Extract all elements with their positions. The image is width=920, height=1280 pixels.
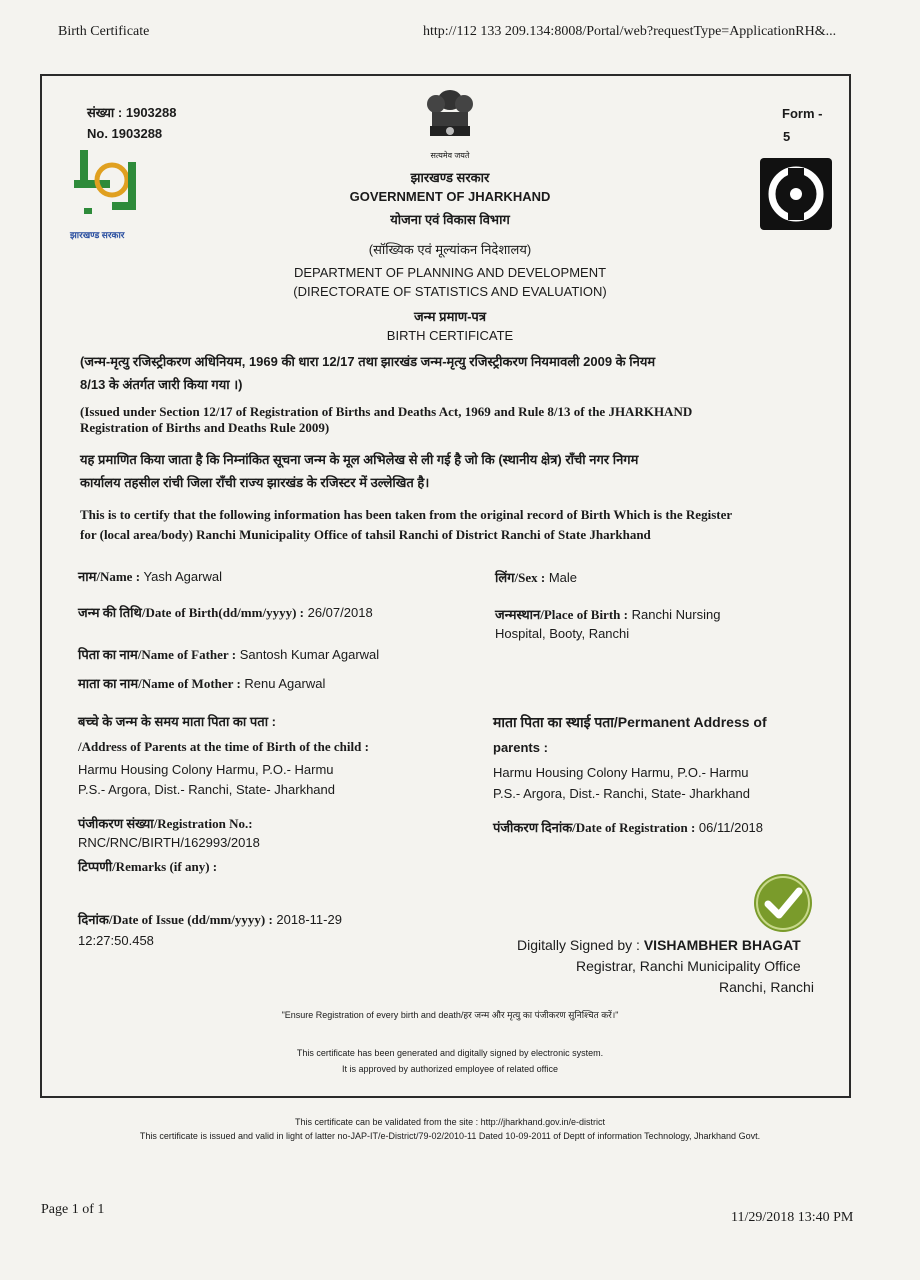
govt-name-english: GOVERNMENT OF JHARKHAND [349,189,551,204]
generated-note-line-1: This certificate has been generated and digitally signed by electronic system. [296,1048,604,1058]
signer-place: Ranchi, Ranchi [719,979,814,995]
act-hindi-line-2: 8/13 के अंतर्गत जारी किया गया ।) [80,377,243,392]
issue-date-field [78,910,342,928]
emblem-caption: सत्यमेव जयते [430,151,470,160]
ensure-registration-note: "Ensure Registration of every birth and death/हर जन्म और मृत्यु का पंजीकरण सुनिश्चित करें।" [281,1010,619,1020]
registration-date-label: पंजीकरण दिनांक/Date of Registration : [493,820,696,835]
act-hindi-line-1: (जन्म-मृत्यु रजिस्ट्रीकरण अधिनियम, 1969 की धारा 12/17 तथा झारखंड जन्म-मृत्यु रजिस्ट्रीकरण नियमावली 2009 के नियम [80,354,656,369]
validation-note: This certificate can be validated from the site : http://jharkhand.gov.in/e-district [295,1117,605,1127]
father-value: Santosh Kumar Agarwal [239,647,380,662]
signed-by-prefix: Digitally Signed by : [517,937,640,953]
dept-name-hindi: योजना एवं विकास विभाग [390,212,510,227]
directorate-english: (DIRECTORATE OF STATISTICS AND EVALUATION) [293,284,607,299]
certificate-number: No. 1903288 [87,126,163,141]
mother-label: माता का नाम/Name of Mother : [78,676,241,691]
act-english-line-2: Registration of Births and Deaths Rule 2009) [80,420,330,435]
govt-name-hindi: झारखण्ड सरकार [410,170,490,185]
digital-signature-line [517,937,801,953]
registration-number-value: RNC/RNC/BIRTH/162993/2018 [78,835,260,850]
form-label: Form - [782,106,823,121]
form-number: 5 [783,129,791,144]
issue-date-label: दिनांक/Date of Issue (dd/mm/yyyy) : [78,912,273,927]
name-value: Yash Agarwal [143,569,222,584]
permanent-address-line-2: P.S.- Argora, Dist.- Ranchi, State- Jharkhand [493,786,750,801]
print-header-title: Birth Certificate [58,24,150,39]
permanent-address-label-line-1: माता पिता का स्थाई पता/Permanent Address of [493,714,767,730]
cert-title-hindi: जन्म प्रमाण-पत्र [414,309,486,324]
certify-english-line-2: for (local area/body) Ranchi Municipality Office of tahsil Ranchi of District Ranchi of State Jharkhand [80,527,651,542]
name-field [78,567,222,585]
pob-field [495,605,720,623]
sex-field [495,568,577,586]
certify-english-line-1: This is to certify that the following information has been taken from the original record of Birth Which is the Register [80,507,733,522]
registration-number-label: पंजीकरण संख्या/Registration No.: [78,816,253,831]
mother-value: Renu Agarwal [244,676,326,691]
certify-hindi-line-2: कार्यालय तहसील रांची जिला राँची राज्य झारखंड के रजिस्टर में उल्लेखित है। [80,475,430,490]
birth-address-label-english: /Address of Parents at the time of Birth of the child : [78,739,369,754]
dob-label: जन्म की तिथि/Date of Birth(dd/mm/yyyy) : [78,605,304,620]
birth-address-label-hindi: बच्चे के जन्म के समय माता पिता का पता : [78,714,276,729]
jharkhand-logo-caption: झारखण्ड सरकार [70,230,125,240]
signer-name: VISHAMBHER BHAGAT [643,937,801,953]
permanent-address-line-1: Harmu Housing Colony Harmu, P.O.- Harmu [493,765,749,780]
dob-value: 26/07/2018 [307,605,373,620]
birth-address-line-1: Harmu Housing Colony Harmu, P.O.- Harmu [78,762,334,777]
pob-value-line-1: Ranchi Nursing [631,607,721,622]
pob-value-line-2: Hospital, Booty, Ranchi [495,626,630,641]
name-label: नाम/Name : [78,569,141,584]
directorate-hindi: (सॉख्यिक एवं मूल्यांकन निदेशालय) [368,242,532,257]
sex-value: Male [548,570,578,585]
print-timestamp: 11/29/2018 13:40 PM [731,1210,854,1225]
issue-time-value: 12:27:50.458 [78,933,154,948]
page-number: Page 1 of 1 [41,1202,105,1217]
signer-title: Registrar, Ranchi Municipality Office [576,958,801,974]
certify-hindi-line-1: यह प्रमाणित किया जाता है कि निम्नांकित सूचना जन्म के मूल अभिलेख से ली गई है जो कि (स्थानीय क्षेत्र) राँची नगर निगम [80,452,639,467]
dob-field [78,603,373,621]
sex-label: लिंग/Sex : [495,570,546,585]
father-field [78,645,379,663]
issued-validity-note: This certificate is issued and valid in light of latter no-JAP-IT/e-District/79-02/2010-11 Dated 10-09-2011 of Deptt of information Technology, Jharkhand Govt. [139,1131,761,1141]
registration-date-field [493,818,763,836]
father-label: पिता का नाम/Name of Father : [78,647,237,662]
cert-title-english: BIRTH CERTIFICATE [386,328,514,343]
act-english-line-1: (Issued under Section 12/17 of Registration of Births and Deaths Act, 1969 and Rule 8/13 of the JHARKHAND [80,404,693,419]
sankhya-number: संख्या : 1903288 [87,105,177,120]
issue-date-value: 2018-11-29 [276,912,342,927]
dept-name-english: DEPARTMENT OF PLANNING AND DEVELOPMENT [293,265,607,280]
permanent-address-label-line-2: parents : [493,740,548,755]
registration-date-value: 06/11/2018 [698,820,764,835]
statistics-dept-logo-icon [760,158,832,235]
print-header-url: http://112 133 209.134:8008/Portal/web?requestType=ApplicationRH&... [423,24,837,39]
generated-note-line-2: It is approved by authorized employee of related office [342,1064,558,1074]
national-emblem-icon [424,86,476,157]
pob-label: जन्मस्थान/Place of Birth : [495,607,628,622]
digital-signature-check-icon [752,872,814,939]
mother-field [78,674,325,692]
remarks-label: टिप्पणी/Remarks (if any) : [78,859,218,874]
birth-address-line-2: P.S.- Argora, Dist.- Ranchi, State- Jharkhand [78,782,335,797]
